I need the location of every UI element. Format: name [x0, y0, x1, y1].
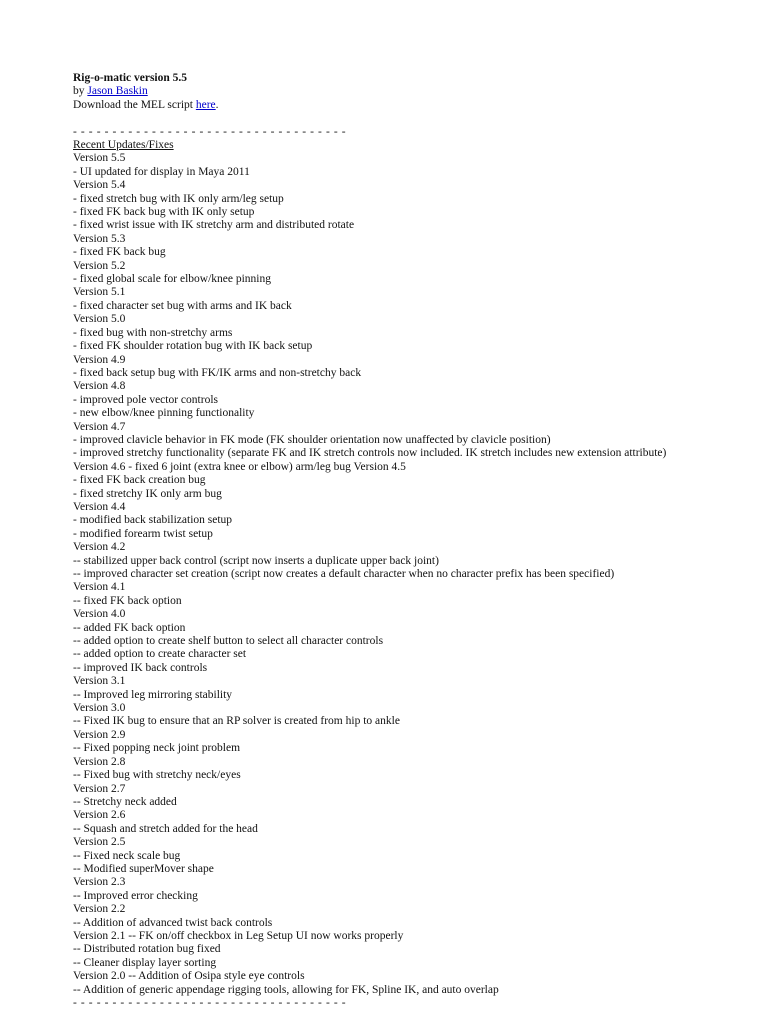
update-line: - fixed FK back creation bug [73, 474, 206, 487]
update-line: - fixed stretchy IK only arm bug [73, 487, 222, 500]
update-line: Version 2.1 -- FK on/off checkbox in Leg Setup UI now works properly [73, 929, 404, 942]
update-line: -- Cleaner display layer sorting [73, 956, 217, 969]
update-line: Version 3.1 [73, 675, 126, 688]
update-line: Version 2.5 [73, 836, 126, 849]
update-line: Version 5.5 [73, 152, 126, 165]
update-line: - fixed back setup bug with FK/IK arms and non-stretchy back [73, 366, 362, 379]
update-line: Version 2.0 -- Addition of Osipa style eye controls [73, 970, 305, 983]
update-line: - modified forearm twist setup [73, 527, 213, 540]
update-line: -- Improved leg mirroring stability [73, 688, 233, 701]
divider-top: - - - - - - - - - - - - - - - - - - - - - - - - - - - - - - - - - - - [73, 125, 347, 138]
section-heading: Recent Updates/Fixes [73, 139, 174, 152]
update-line: Version 5.4 [73, 179, 126, 192]
update-line: Version 2.7 [73, 782, 126, 795]
update-line: Version 4.2 [73, 541, 126, 554]
update-line: -- Stretchy neck added [73, 795, 177, 808]
update-line: Version 5.0 [73, 313, 126, 326]
update-line: -- added option to create shelf button to select all character controls [73, 635, 384, 648]
download-prefix: Download the MEL script [73, 98, 196, 111]
update-line: -- Addition of generic appendage rigging tools, allowing for FK, Spline IK, and auto overlap [73, 983, 499, 996]
update-line: -- Fixed IK bug to ensure that an RP solver is created from hip to ankle [73, 715, 400, 728]
update-line: - UI updated for display in Maya 2011 [73, 165, 250, 178]
update-line: Version 4.7 [73, 420, 126, 433]
update-line: Version 2.9 [73, 728, 126, 741]
download-line [73, 99, 763, 112]
update-line: -- added FK back option [73, 621, 186, 634]
update-line: -- improved character set creation (script now creates a default character when no character prefix has been specified) [73, 568, 615, 581]
update-line: Version 2.6 [73, 809, 126, 822]
update-line: - improved clavicle behavior in FK mode (FK shoulder orientation now unaffected by clavicle position) [73, 433, 551, 446]
page-title: Rig-o-matic version 5.5 [73, 72, 188, 84]
update-line: Version 4.1 [73, 581, 126, 594]
update-line: - fixed bug with non-stretchy arms [73, 326, 233, 339]
update-line: Version 5.3 [73, 232, 126, 245]
update-line: -- improved IK back controls [73, 661, 208, 674]
update-line: -- Fixed popping neck joint problem [73, 742, 241, 755]
update-line: - fixed FK back bug [73, 246, 166, 259]
update-line: -- Improved error checking [73, 889, 198, 902]
divider-bottom: - - - - - - - - - - - - - - - - - - - - - - - - - - - - - - - - - - - [73, 997, 347, 1010]
update-line: -- Modified superMover shape [73, 862, 214, 875]
update-line: Version 4.6 - fixed 6 joint (extra knee or elbow) arm/leg bug Version 4.5 [73, 460, 406, 473]
update-line: -- Fixed neck scale bug [73, 849, 181, 862]
update-line: - improved pole vector controls [73, 393, 218, 406]
update-line: - fixed character set bug with arms and IK back [73, 299, 292, 312]
update-line: -- stabilized upper back control (script now inserts a duplicate upper back joint) [73, 554, 439, 567]
update-line: Version 4.0 [73, 608, 126, 621]
download-here-link[interactable]: here [195, 98, 216, 111]
update-line: Version 2.8 [73, 755, 126, 768]
document-body [73, 72, 763, 1010]
update-line: -- Squash and stretch added for the head [73, 822, 258, 835]
update-line: Version 5.1 [73, 286, 126, 299]
byline [73, 85, 763, 98]
update-line: - modified back stabilization setup [73, 514, 233, 527]
update-line: - fixed FK shoulder rotation bug with IK back setup [73, 340, 313, 353]
author-link[interactable]: Jason Baskin [87, 85, 148, 98]
update-line: -- added option to create character set [73, 648, 247, 661]
update-line: -- Fixed bug with stretchy neck/eyes [73, 769, 241, 782]
update-line: - fixed global scale for elbow/knee pinning [73, 273, 271, 286]
update-line: - fixed wrist issue with IK stretchy arm and distributed rotate [73, 219, 355, 232]
update-line: Version 2.3 [73, 876, 126, 889]
update-line: -- fixed FK back option [73, 594, 182, 607]
update-line: - fixed FK back bug with IK only setup [73, 206, 255, 219]
update-line: Version 4.4 [73, 500, 126, 513]
update-list [73, 152, 763, 997]
byline-prefix: by [73, 85, 88, 98]
update-line: Version 2.2 [73, 903, 126, 916]
update-line: Version 4.8 [73, 380, 126, 393]
update-line: - improved stretchy functionality (separate FK and IK stretch controls now included. IK stretch includes new extension attribute) [73, 447, 667, 460]
update-line: Version 5.2 [73, 259, 126, 272]
update-line: Version 4.9 [73, 353, 126, 366]
update-line: -- Distributed rotation bug fixed [73, 943, 221, 956]
update-line: - new elbow/knee pinning functionality [73, 407, 255, 420]
update-line: -- Addition of advanced twist back controls [73, 916, 273, 929]
update-line: - fixed stretch bug with IK only arm/leg setup [73, 192, 284, 205]
download-suffix: . [215, 98, 219, 111]
spacer [73, 112, 763, 125]
update-line: Version 3.0 [73, 702, 126, 715]
